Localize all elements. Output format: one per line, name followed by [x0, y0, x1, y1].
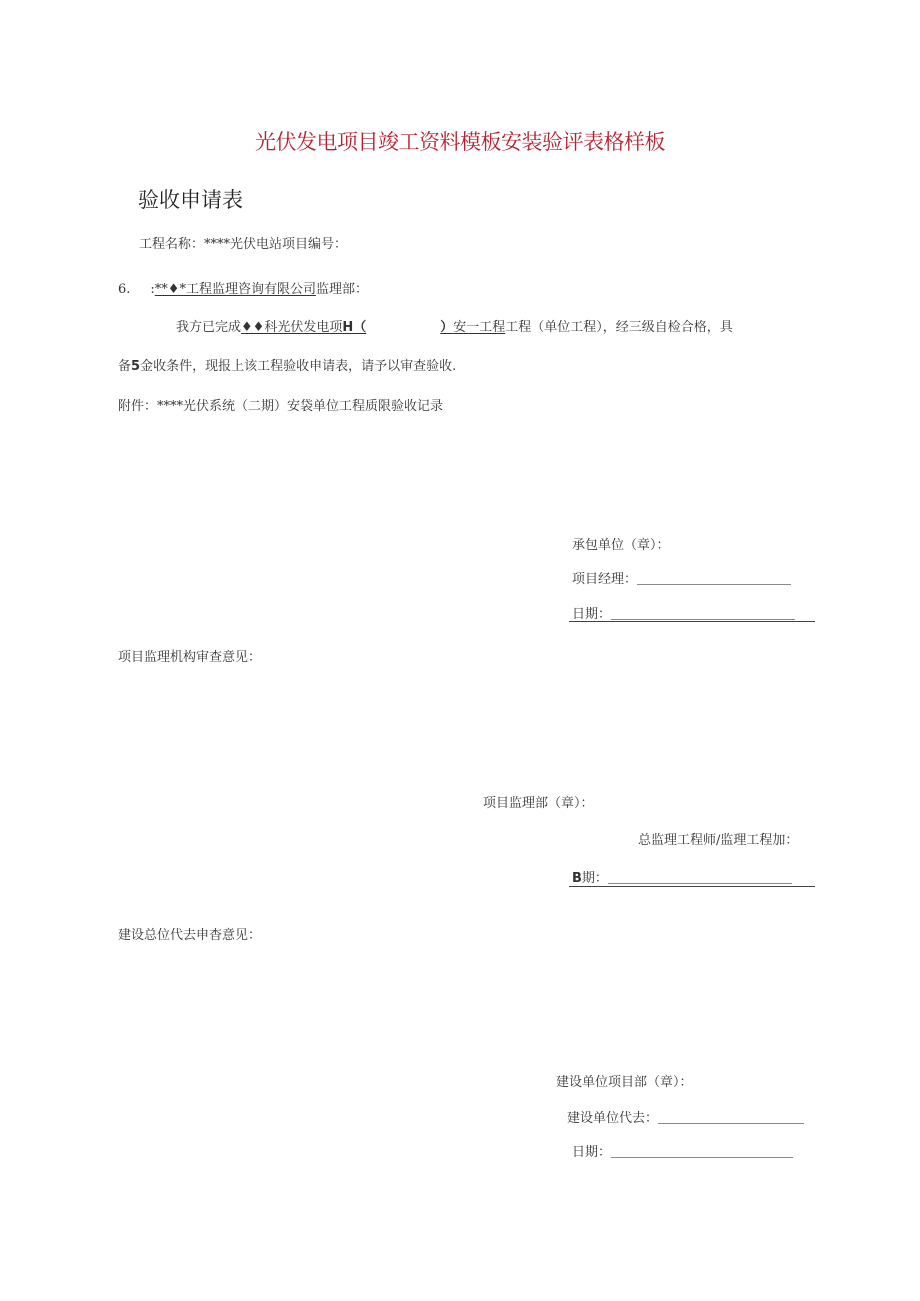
chief-engineer-label: 总监理工程师/监理工程加：	[638, 833, 799, 848]
owner-rep-field	[658, 1111, 804, 1124]
project-name-underlined	[241, 320, 505, 335]
supervision-date-label: 期：	[581, 871, 608, 886]
body-number: 5	[131, 359, 141, 374]
contractor-divider	[569, 621, 815, 622]
supervision-opinion-label: 项目监理机构审查意见：	[118, 650, 262, 665]
supervision-date-field	[608, 871, 792, 884]
body-text: 工程（单位工程），经三级自检合格，具	[505, 320, 733, 335]
project-bracket-open: H（	[342, 320, 367, 335]
body-text: 金收条件，现报上该工程验收申请表，请予以审查验收.	[140, 359, 457, 374]
attachment-line: 附件：****光伏系统（二期）安袋单位工程质限验收记录	[118, 399, 444, 414]
contractor-manager-label: 项目经理：	[572, 572, 638, 587]
addressee-suffix: 监理部：	[315, 282, 368, 297]
addressee-line	[118, 278, 368, 297]
supervision-dept-label: 项目监理部（章）：	[483, 796, 594, 811]
owner-date-line	[572, 1141, 793, 1160]
project-bracket-close: ）	[440, 320, 454, 335]
owner-dept-label: 建设单位项目部（章）：	[556, 1075, 693, 1090]
supervision-date-prefix: B	[572, 871, 582, 886]
body-line-2	[118, 355, 456, 374]
owner-rep-line	[567, 1107, 804, 1126]
form-title: 验收申请表	[138, 188, 243, 212]
document-title: 光伏发电项目竣工资料模板安装验评表格样板	[255, 130, 665, 154]
addressee-prefix: :	[150, 282, 155, 297]
owner-date-field	[611, 1145, 793, 1158]
project-name-line: 工程名称：****光伏电站项目编号：	[139, 237, 348, 252]
contractor-date-label: 日期：	[572, 607, 612, 622]
contractor-manager-field	[637, 572, 791, 585]
body-text: 备	[118, 359, 132, 374]
item-number: 6.	[118, 282, 131, 297]
supervision-divider	[569, 886, 815, 887]
project-scope-text: 安一工程	[453, 320, 506, 335]
contractor-unit-label: 承包单位（章）：	[572, 538, 670, 553]
owner-date-label: 日期：	[572, 1145, 612, 1160]
owner-opinion-label: 建设总位代去申杳意见：	[118, 928, 262, 943]
contractor-date-line	[572, 603, 795, 622]
supervision-company: **♦*工程监理咨询有限公司	[154, 282, 316, 297]
contractor-date-field	[611, 607, 795, 620]
owner-rep-label: 建设单位代去：	[567, 1111, 659, 1126]
project-name-text: ♦♦科光伏发电项	[241, 320, 343, 335]
supervision-date-line	[572, 867, 792, 886]
body-line-1	[176, 316, 733, 335]
contractor-manager-line	[572, 568, 791, 587]
body-text: 我方已完成	[176, 320, 242, 335]
